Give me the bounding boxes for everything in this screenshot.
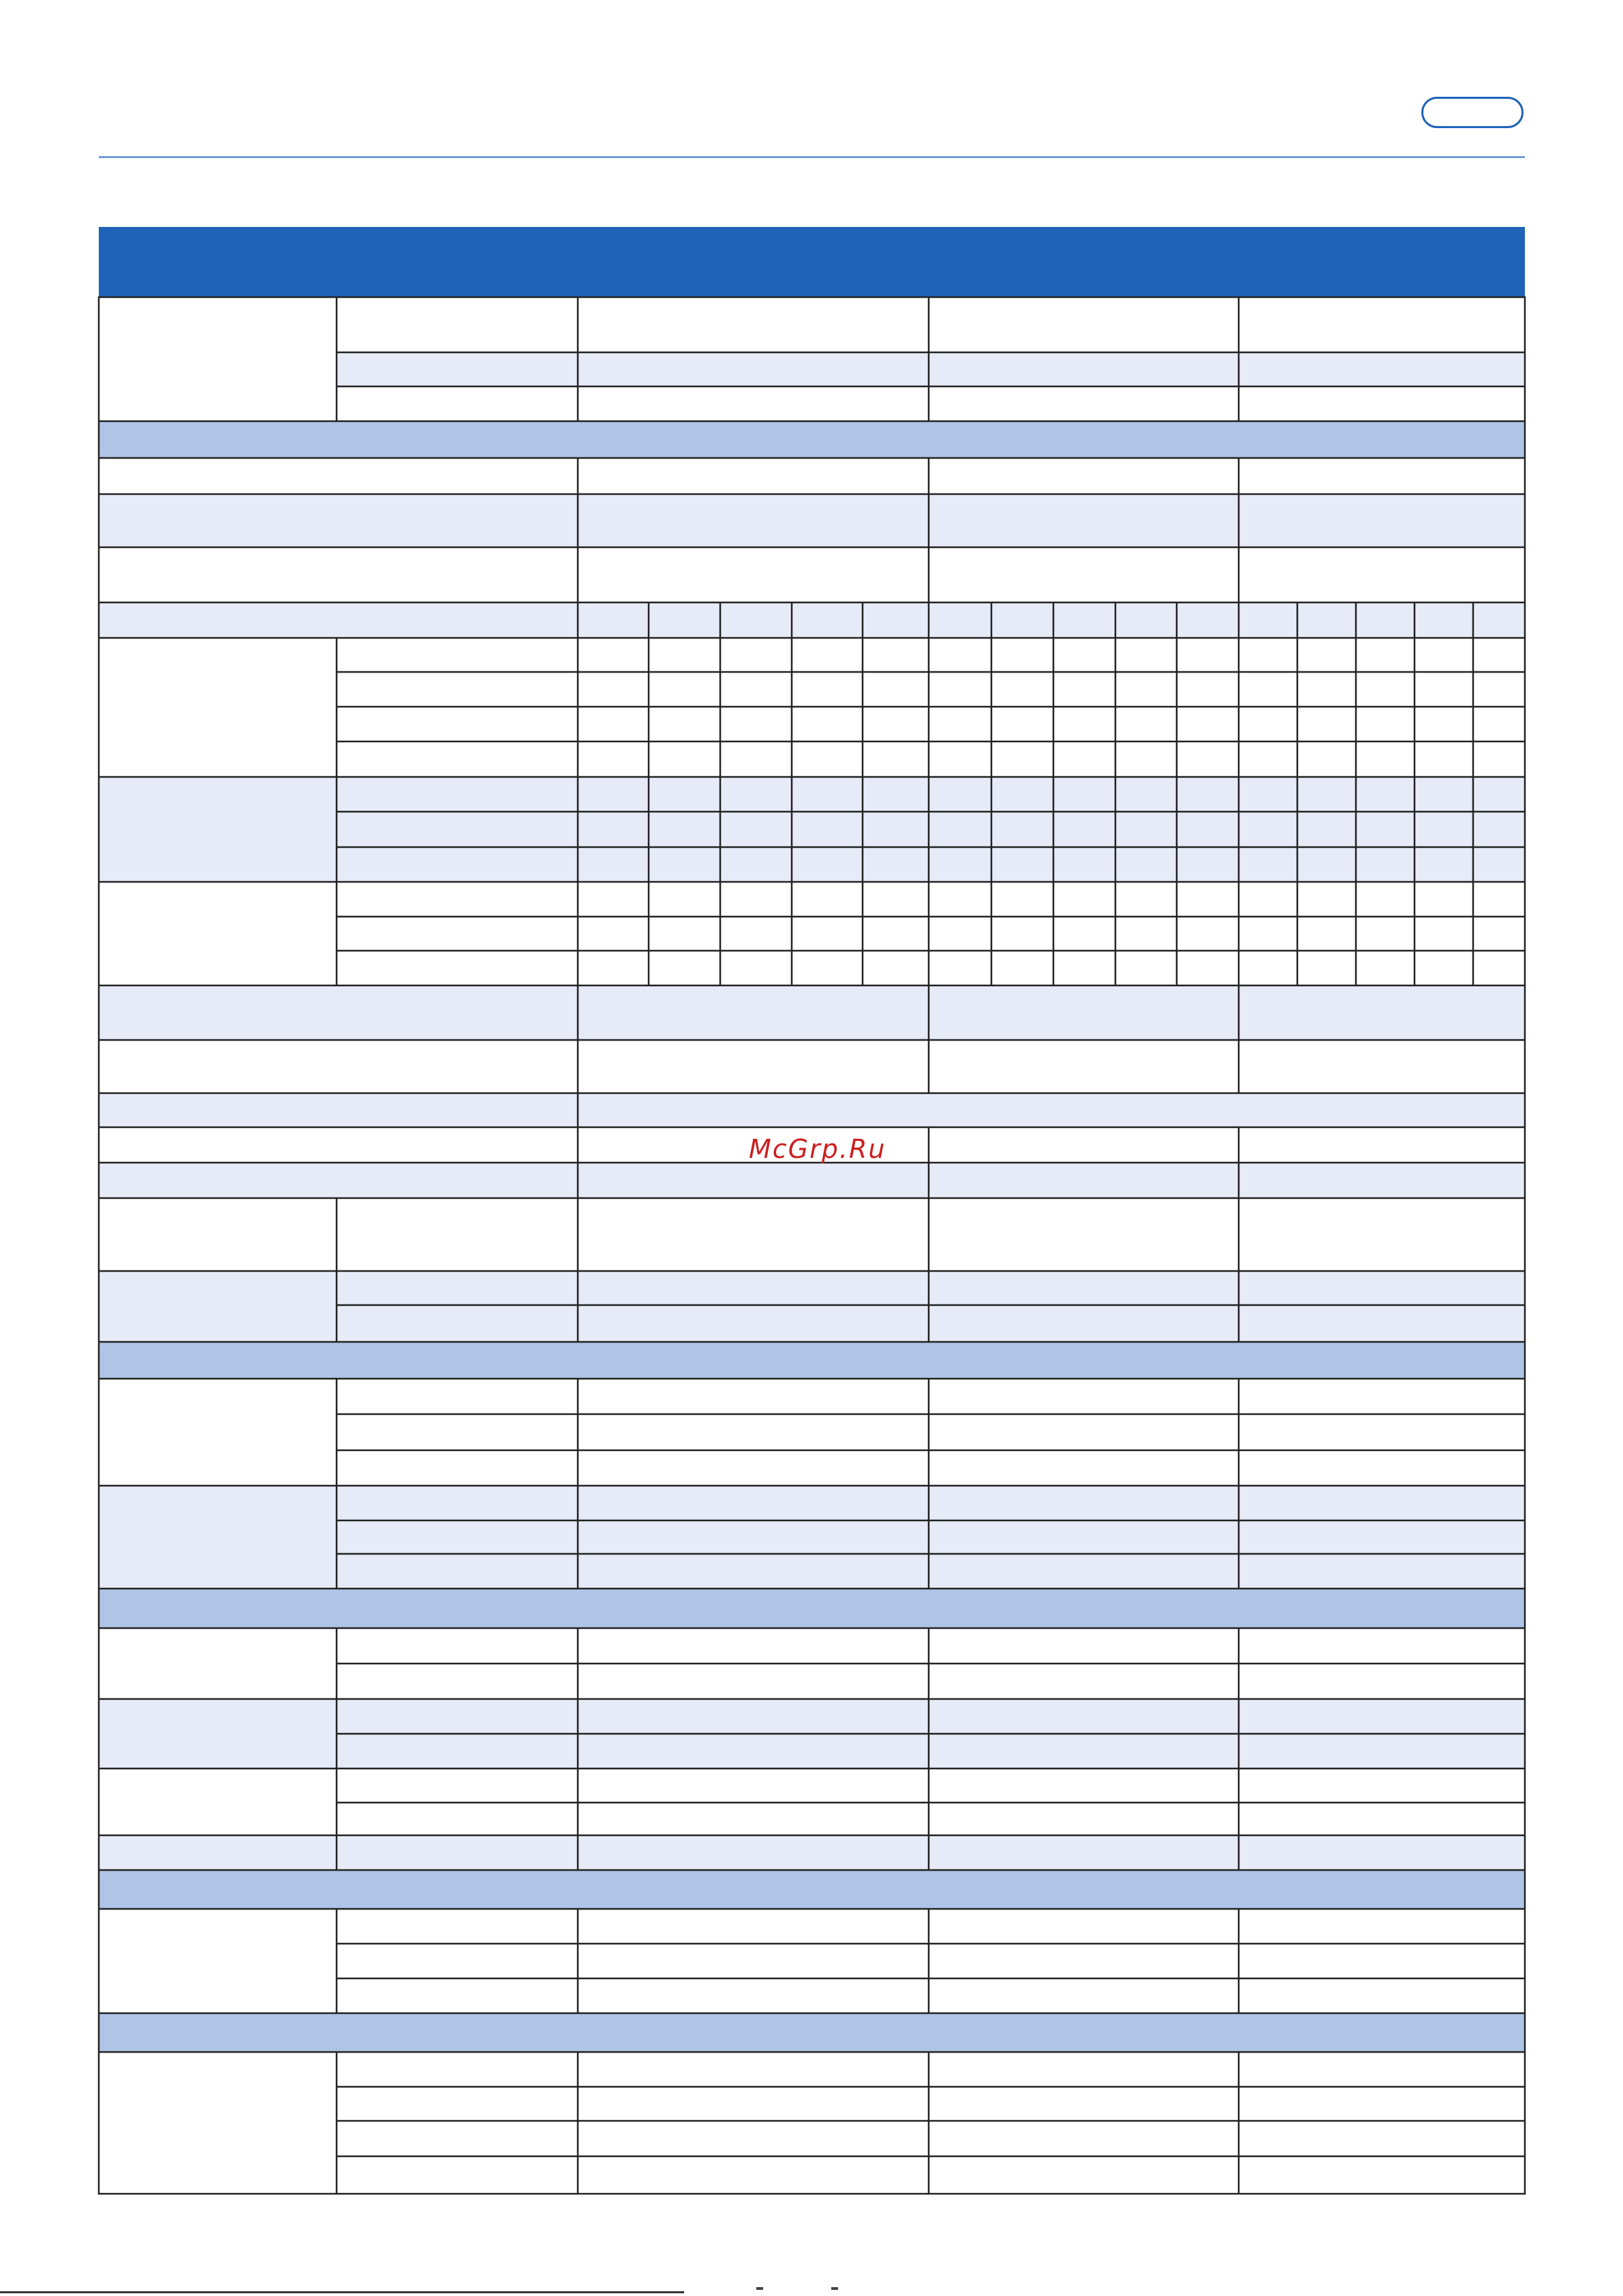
table-grid <box>99 297 1525 2194</box>
footer-rule <box>0 2291 684 2293</box>
watermark-text: McGrp.Ru <box>749 1134 886 1164</box>
tinted-rows <box>99 352 1525 1870</box>
table-header-band <box>99 227 1525 297</box>
footer-marks <box>749 2287 845 2294</box>
section-bands <box>99 421 1525 2052</box>
